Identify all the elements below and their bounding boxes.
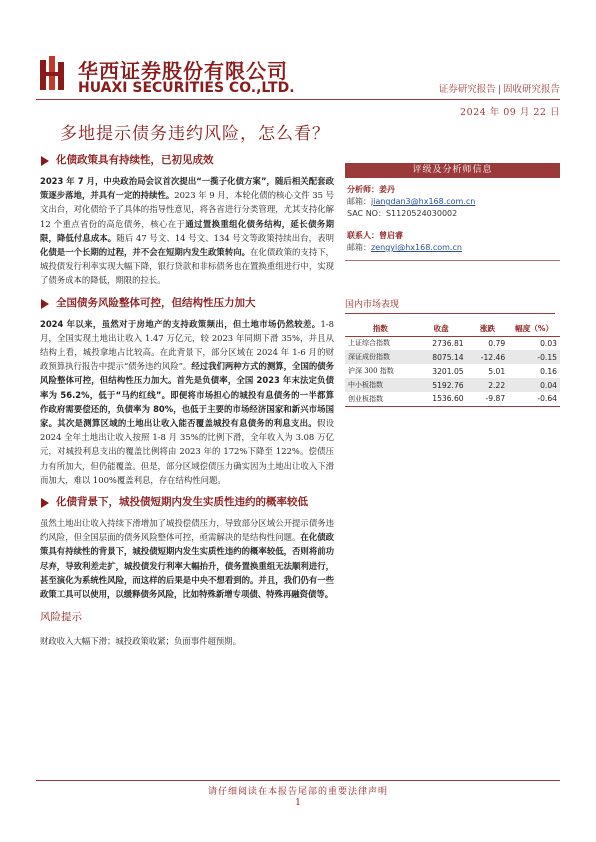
table-row — [345, 378, 560, 392]
contact-email-line — [347, 242, 558, 254]
column-header: 涨跌 — [467, 322, 509, 336]
index-percent: -0.15 — [508, 350, 560, 364]
contact-email-link[interactable]: zengyi@hx168.com.cn — [371, 243, 462, 252]
analyst-name-line — [347, 184, 558, 196]
contact-name: 曾启睿 — [379, 231, 403, 240]
index-percent: -0.64 — [508, 392, 560, 406]
index-percent: 0.16 — [540, 366, 557, 376]
column-header: 幅度（%） — [508, 322, 560, 336]
report-type — [439, 81, 560, 95]
section-body-default-probability — [40, 516, 334, 601]
index-change: 2.22 — [467, 378, 509, 392]
company-name-cn: 华西证券股份有限公司 — [78, 59, 288, 83]
sac-number: S1120524030002 — [385, 209, 458, 218]
index-close: 2736.81 — [432, 338, 464, 348]
analyst-info — [345, 178, 560, 254]
index-name: 创业板指数 — [345, 392, 416, 406]
section-heading-risk-control: 全国债务风险整体可控，但结构性压力加大 — [40, 296, 334, 311]
index-close: 1536.60 — [416, 392, 467, 406]
contact-label: 联系人： — [347, 231, 379, 240]
analyst-divider — [345, 260, 560, 261]
page-number: 1 — [295, 798, 301, 808]
bold-text: 通过置换重组化债务结构，延长债务期限，降低付息成本。 — [40, 218, 334, 243]
body-text: 1-8 月，全国实现土地出让收入 1.47 万亿元，较 2023 年同期下滑 35%，并且从结构上看，城投拿地占比较高。在此背景下，部分区域在 2024 年 1-6 月的财政预算执行报告中提示“债务违约风险”。 — [40, 318, 334, 372]
index-close: 8075.14 — [416, 350, 467, 364]
analyst-email-line — [347, 196, 558, 208]
body-text: 虽然土地出让收入持续下滑增加了城投偿债压力，导致部分区域公开提示债务违约风险，但全国层面的债务风险整体可控，亟需解决的是结构性问题。 — [40, 518, 334, 543]
legal-notice: 请仔细阅读在本报告尾部的重要法律声明 — [207, 787, 388, 797]
index-name: 上证综合指数 — [348, 339, 390, 348]
index-change: 0.79 — [488, 338, 506, 348]
market-table — [345, 322, 560, 407]
bold-text: 在化债政策具有持续性的背景下，城投债短期内发生实质性违约的概率较低，否则将前功尽弃，导致利差走扩，城投债发行利率大幅抬升，债务置换重组无法顺利进行，甚至演化为系统性风险，而这样的后果是中央不想看到的。并且，我们仍有一些政策工具可以使用，以缓释债务风险，比如特殊新增专项债、特殊再融资债等。 — [40, 532, 334, 600]
bold-text: 经过我们两种方式的测算，全国的债务风险整体可控，但结构性压力加大。首先是负债率，全国 2023 年末法定负债率为 56.2%，低于“马约红线”。即便将市场担心的城投有息债务的一半都算作政府需要偿还的，负债率为 80%，也低于主要的市场经济国家和新兴市场国家。其次是测算区域的土地出让收入能否覆盖城投有息债务的利息支出。 — [40, 361, 335, 429]
index-close: 3201.05 — [432, 366, 464, 376]
index-percent: 0.04 — [508, 378, 560, 392]
sac-number-line — [347, 208, 558, 220]
report-type-separator: | — [497, 84, 501, 95]
email-label: 邮箱： — [347, 243, 371, 252]
column-header: 收盘 — [416, 322, 467, 336]
sac-label: SAC NO： — [347, 209, 386, 218]
body-text: 2023 年 9 月，本轮化债的核心文件 35 号文出台，对化债给予了具体的指导性意见，将各省进行分类管理，尤其支持化解 12 个重点省份的高危债务，核心在于 — [40, 190, 334, 229]
analyst-label: 分析师： — [347, 185, 379, 194]
index-close: 5192.76 — [416, 378, 467, 392]
risk-text: 财政收入大幅下滑；城投政策收紧；负面事件超预期。 — [40, 636, 241, 647]
column-header: 指数 — [345, 322, 416, 336]
body-text: 在化债政策的支持下，城投债发行利率实现大幅下降，银行贷款和非标债务也在置换重组进行中，实现了债务成本的降低，期限的拉长。 — [40, 247, 335, 286]
report-date: 2024 年 09 月 22 日 — [460, 107, 560, 118]
sidebar — [345, 163, 560, 407]
analyst-email-link[interactable]: jiangdan3@hx168.com.cn — [371, 197, 476, 206]
market-heading: 国内市场表现 — [345, 297, 555, 314]
table-row — [345, 364, 560, 378]
page-title: 多地提示债务违约风险，怎么看？ — [60, 124, 330, 144]
analyst-box-title: 评级及分析师信息 — [345, 163, 560, 178]
table-row — [345, 336, 560, 350]
table-row — [345, 350, 560, 364]
email-label: 邮箱： — [347, 197, 371, 206]
index-name: 深证成份指数 — [345, 350, 416, 364]
section-body-policy — [40, 174, 334, 288]
footer-divider — [36, 780, 560, 781]
risk-heading: 风险提示 — [40, 611, 82, 624]
huaxi-logo-icon — [38, 54, 68, 92]
bold-text: 2024 年以来，虽然对于房地产的支持政策频出，但土地市场仍然较差。 — [40, 318, 321, 329]
contact-name-line — [347, 230, 558, 242]
index-change: -12.46 — [467, 350, 509, 364]
index-change: 5.01 — [488, 366, 506, 376]
header-divider — [36, 99, 560, 100]
index-name: 中小板指数 — [345, 378, 416, 392]
bold-text: 2023 年 7 月，中央政治局会议首次提出“一揽子化债方案”，随后相关配套政策逐步落地，并具有一定的持续性。 — [40, 176, 334, 201]
section-body-risk-control — [40, 317, 334, 487]
index-change: -9.87 — [467, 392, 509, 406]
report-type-primary: 证券研究报告 — [438, 84, 496, 95]
body-text: 假设 2024 全年土地出让收入按照 1-8 月 35%的比例下滑，全年收入为 3.08 万亿元，对城投利息支出的覆盖比例将由 2023 年的 172%下降至 122%。偿债压力有所加大，但仍能覆盖。但是，部分区域偿债压力确实因为土地出让收入下滑而加大，难以 100%覆盖利息，存在结构性问题。 — [40, 418, 334, 485]
report-type-secondary: 固收研究报告 — [502, 84, 560, 95]
index-percent: 0.03 — [540, 338, 557, 348]
main-content — [40, 153, 334, 648]
section-heading-default-probability: 化债背景下，城投债短期内发生实质性违约的概率较低 — [40, 495, 334, 510]
body-text: 随后 47 号文、14 号文、134 号文等政策持续出台，表明 — [116, 232, 335, 243]
market-table-header — [345, 322, 560, 336]
section-heading-policy: 化债政策具有持续性，已初见成效 — [40, 153, 334, 168]
table-row — [345, 392, 560, 406]
company-name-en: HUAXI SECURITIES CO.,LTD. — [78, 80, 295, 96]
index-name: 沪深 300 指数 — [348, 367, 394, 375]
bold-text: 化债是一个长期的过程，并不会在短期内发生政策转向。 — [40, 247, 251, 258]
analyst-name: 姜丹 — [379, 185, 395, 194]
